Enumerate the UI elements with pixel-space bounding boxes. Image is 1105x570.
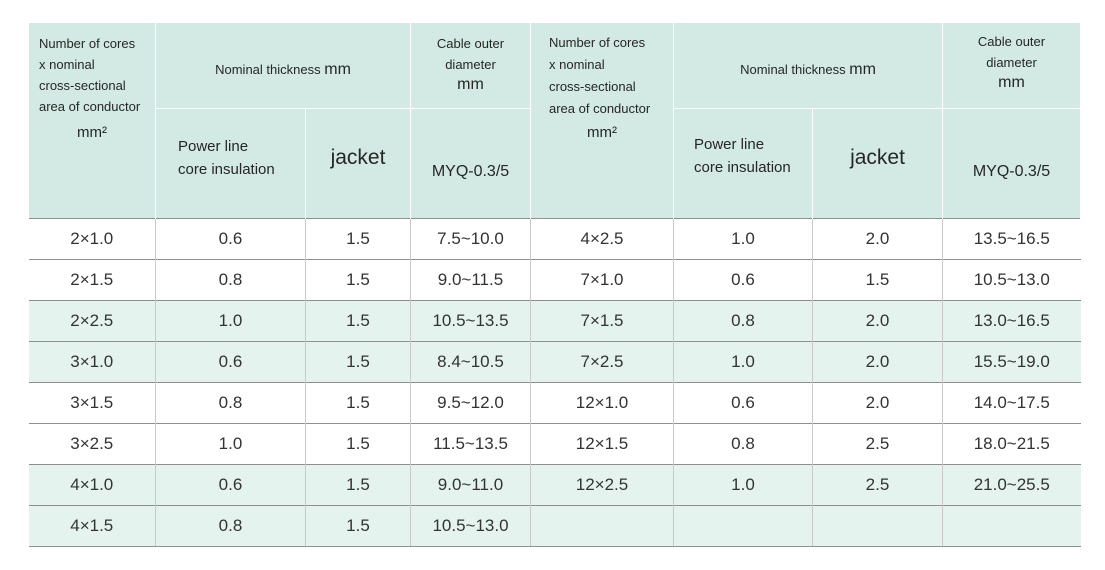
table-body (29, 219, 1081, 547)
cell-outer-diameter-right: 18.0~21.5 (943, 424, 1081, 465)
cell-outer-diameter-right: 13.5~16.5 (943, 219, 1081, 260)
header-outer-diameter-unit: mm (457, 76, 484, 93)
cell-insulation-thickness-left: 0.8 (156, 260, 306, 301)
cell-insulation-thickness-left: 0.8 (156, 383, 306, 424)
cell-insulation-thickness-right: 0.8 (674, 301, 813, 342)
cell-conductor-area-right: 7×1.5 (531, 301, 674, 342)
cell-outer-diameter-right: 21.0~25.5 (943, 465, 1081, 506)
spec-table-container (28, 22, 1080, 547)
cell-jacket-thickness-right: 2.5 (813, 465, 943, 506)
table-row (29, 219, 1081, 260)
cell-outer-diameter-right: 13.0~16.5 (943, 301, 1081, 342)
header-conductor-line: x nominal (549, 57, 605, 72)
header-model-left: MYQ-0.3/5 (411, 109, 531, 219)
cell-insulation-thickness-right: 1.0 (674, 465, 813, 506)
header-nominal-thickness-unit: mm (849, 60, 876, 78)
header-outer-diameter-line: Cable outer (436, 36, 505, 51)
cell-jacket-thickness-right: 1.5 (813, 260, 943, 301)
cell-insulation-thickness-right: 0.6 (674, 260, 813, 301)
header-insulation-line: Power line (694, 135, 765, 153)
header-insulation-right (674, 109, 813, 219)
cell-conductor-area-left: 2×1.5 (29, 260, 156, 301)
cell-jacket-thickness-left: 1.5 (306, 465, 411, 506)
table-row (29, 383, 1081, 424)
header-conductor-unit: mm² (77, 124, 107, 141)
spec-table (28, 22, 1081, 547)
header-insulation-line: Power line (178, 137, 249, 155)
header-jacket-left: jacket (306, 109, 411, 219)
header-nominal-thickness-right (674, 23, 943, 109)
cell-conductor-area-right: 4×2.5 (531, 219, 674, 260)
header-outer-diameter-line: Cable outer (977, 34, 1046, 49)
cell-outer-diameter-left: 8.4~10.5 (411, 342, 531, 383)
cell-outer-diameter-left: 9.0~11.5 (411, 260, 531, 301)
cell-jacket-thickness-left: 1.5 (306, 260, 411, 301)
cell-jacket-thickness-right: 2.0 (813, 383, 943, 424)
header-outer-diameter-line: diameter (986, 55, 1037, 70)
header-conductor-line: cross-sectional (549, 79, 636, 94)
header-nominal-thickness-label: Nominal thickness (740, 61, 846, 77)
table-row (29, 465, 1081, 506)
cell-insulation-thickness-left: 0.6 (156, 465, 306, 506)
cell-outer-diameter-right: 10.5~13.0 (943, 260, 1081, 301)
cell-conductor-area-left: 4×1.5 (29, 506, 156, 547)
cell-conductor-area-right: 12×1.5 (531, 424, 674, 465)
cell-outer-diameter-right: 15.5~19.0 (943, 342, 1081, 383)
cell-conductor-area-left: 3×1.0 (29, 342, 156, 383)
cell-jacket-thickness-left: 1.5 (306, 383, 411, 424)
header-conductor-line: x nominal (39, 57, 95, 72)
header-conductor-area-left (29, 23, 156, 219)
table-row (29, 424, 1081, 465)
cell-jacket-thickness-right (813, 506, 943, 547)
cell-jacket-thickness-left: 1.5 (306, 424, 411, 465)
cell-jacket-thickness-right: 2.0 (813, 219, 943, 260)
cell-conductor-area-left: 4×1.0 (29, 465, 156, 506)
cell-insulation-thickness-right: 0.8 (674, 424, 813, 465)
cell-conductor-area-right: 7×2.5 (531, 342, 674, 383)
cell-insulation-thickness-right (674, 506, 813, 547)
cell-outer-diameter-left: 9.5~12.0 (411, 383, 531, 424)
cell-insulation-thickness-right: 0.6 (674, 383, 813, 424)
cell-outer-diameter-left: 10.5~13.5 (411, 301, 531, 342)
cell-outer-diameter-right (943, 506, 1081, 547)
header-outer-diameter-right (943, 23, 1081, 109)
cell-conductor-area-left: 2×2.5 (29, 301, 156, 342)
table-row (29, 342, 1081, 383)
header-row-1 (29, 23, 1081, 109)
header-insulation-left (156, 109, 306, 219)
header-outer-diameter-line: diameter (445, 57, 496, 72)
cell-jacket-thickness-right: 2.0 (813, 301, 943, 342)
header-conductor-unit: mm² (587, 124, 617, 141)
header-nominal-thickness-unit: mm (324, 60, 351, 78)
cell-insulation-thickness-right: 1.0 (674, 219, 813, 260)
cell-conductor-area-right: 12×2.5 (531, 465, 674, 506)
cell-insulation-thickness-left: 1.0 (156, 424, 306, 465)
table-row (29, 506, 1081, 547)
header-insulation-line: core insulation (694, 158, 791, 176)
cell-outer-diameter-left: 11.5~13.5 (411, 424, 531, 465)
cell-insulation-thickness-left: 0.6 (156, 342, 306, 383)
cell-jacket-thickness-right: 2.0 (813, 342, 943, 383)
cell-insulation-thickness-right: 1.0 (674, 342, 813, 383)
cell-conductor-area-left: 3×1.5 (29, 383, 156, 424)
cell-jacket-thickness-left: 1.5 (306, 342, 411, 383)
header-conductor-line: cross-sectional (39, 78, 126, 93)
cell-conductor-area-right (531, 506, 674, 547)
header-nominal-thickness-label: Nominal thickness (215, 61, 321, 77)
cell-conductor-area-right: 7×1.0 (531, 260, 674, 301)
header-conductor-line: Number of cores (549, 35, 646, 50)
header-jacket-right: jacket (813, 109, 943, 219)
table-row (29, 301, 1081, 342)
cell-conductor-area-left: 2×1.0 (29, 219, 156, 260)
cell-outer-diameter-left: 10.5~13.0 (411, 506, 531, 547)
cell-conductor-area-left: 3×2.5 (29, 424, 156, 465)
header-nominal-thickness-left (156, 23, 411, 109)
cell-insulation-thickness-left: 1.0 (156, 301, 306, 342)
cell-jacket-thickness-left: 1.5 (306, 219, 411, 260)
cell-insulation-thickness-left: 0.8 (156, 506, 306, 547)
header-outer-diameter-unit: mm (998, 74, 1025, 91)
header-insulation-line: core insulation (178, 160, 275, 178)
header-conductor-line: Number of cores (39, 36, 136, 51)
cell-insulation-thickness-left: 0.6 (156, 219, 306, 260)
table-row (29, 260, 1081, 301)
cell-jacket-thickness-right: 2.5 (813, 424, 943, 465)
header-conductor-area-right (531, 23, 674, 219)
cell-jacket-thickness-left: 1.5 (306, 301, 411, 342)
cell-outer-diameter-left: 7.5~10.0 (411, 219, 531, 260)
cell-conductor-area-right: 12×1.0 (531, 383, 674, 424)
cell-outer-diameter-right: 14.0~17.5 (943, 383, 1081, 424)
header-model-right: MYQ-0.3/5 (943, 109, 1081, 219)
header-conductor-line: area of conductor (39, 99, 141, 114)
cell-outer-diameter-left: 9.0~11.0 (411, 465, 531, 506)
cell-jacket-thickness-left: 1.5 (306, 506, 411, 547)
table-header (29, 23, 1081, 219)
header-outer-diameter-left (411, 23, 531, 109)
header-conductor-line: area of conductor (549, 101, 651, 116)
